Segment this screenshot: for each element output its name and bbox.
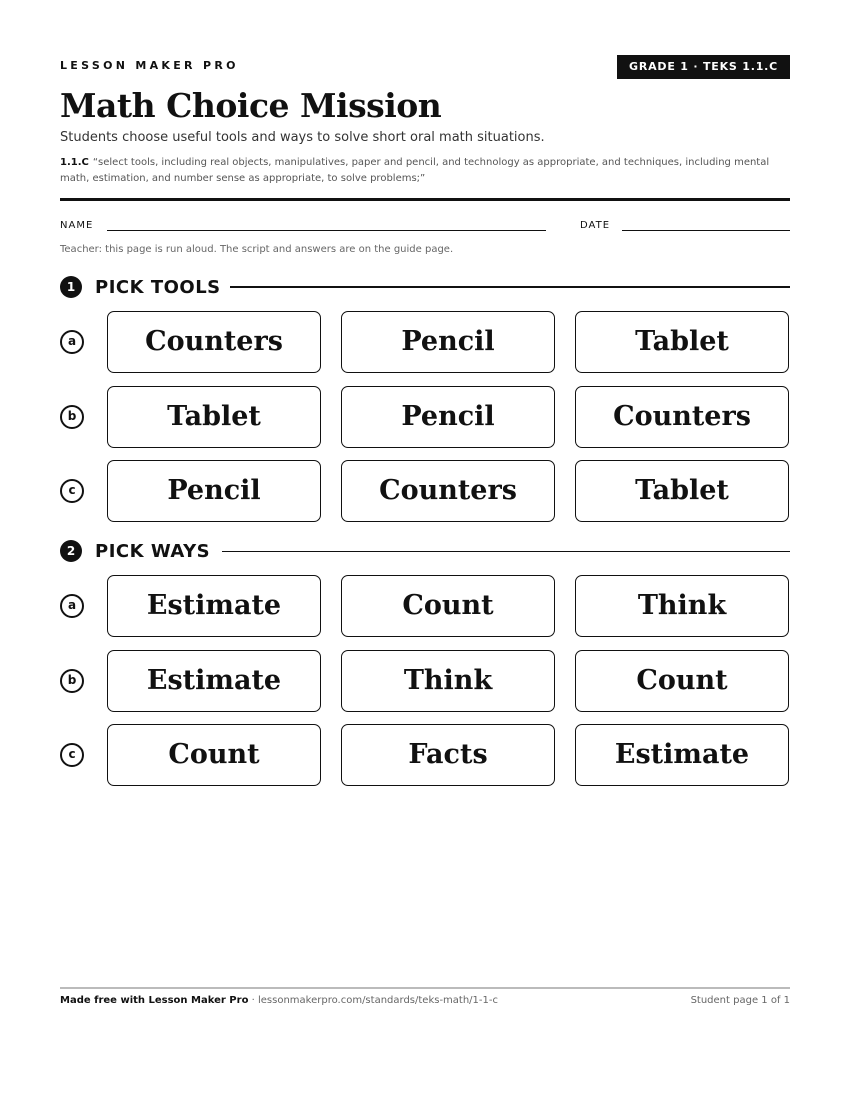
footer-made-with: Made free with Lesson Maker Pro xyxy=(60,995,249,1006)
grade-badge: GRADE 1 · TEKS 1.1.C xyxy=(617,55,790,79)
question-row xyxy=(60,460,790,522)
row-letter-badge: c xyxy=(60,479,84,503)
worksheet-page xyxy=(60,0,790,1100)
choice-card[interactable]: Estimate xyxy=(575,724,789,786)
question-row xyxy=(60,650,790,712)
choice-card[interactable]: Pencil xyxy=(341,386,555,448)
name-field[interactable] xyxy=(107,230,546,231)
choice-card[interactable]: Tablet xyxy=(575,460,789,522)
choice-card[interactable]: Counters xyxy=(107,311,321,373)
row-letter-badge: a xyxy=(60,330,84,354)
choice-card[interactable]: Counters xyxy=(341,460,555,522)
brand-name: LESSON MAKER PRO xyxy=(60,59,239,72)
choice-card[interactable]: Tablet xyxy=(575,311,789,373)
section-divider xyxy=(222,551,790,552)
row-letter-badge: b xyxy=(60,669,84,693)
standard-code: 1.1.C xyxy=(60,157,89,168)
header-divider xyxy=(60,198,790,201)
choice-card[interactable]: Counters xyxy=(575,386,789,448)
section-title: PICK WAYS xyxy=(95,541,211,562)
section-pick-tools xyxy=(60,276,790,298)
choice-card[interactable]: Count xyxy=(341,575,555,637)
choice-card[interactable]: Facts xyxy=(341,724,555,786)
footer-divider xyxy=(60,987,790,989)
section-pick-ways xyxy=(60,540,790,562)
section-number: 1 xyxy=(60,276,82,298)
page-title: Math Choice Mission xyxy=(60,86,442,125)
standard-text: “select tools, including real objects, manipulatives, paper and pencil, and technology as appropriate, and techniques, including mental math, estimation, and number sense as appropriate, to solve problems;” xyxy=(60,157,770,184)
section-title: PICK TOOLS xyxy=(95,277,221,298)
section-number: 2 xyxy=(60,540,82,562)
name-date-row xyxy=(60,220,790,234)
choice-card[interactable]: Think xyxy=(341,650,555,712)
row-letter-badge: c xyxy=(60,743,84,767)
name-label: NAME xyxy=(60,220,94,231)
choice-card[interactable]: Count xyxy=(107,724,321,786)
choice-card[interactable]: Estimate xyxy=(107,650,321,712)
date-field[interactable] xyxy=(622,230,790,231)
choice-card[interactable]: Count xyxy=(575,650,789,712)
choice-card[interactable]: Pencil xyxy=(107,460,321,522)
choice-card[interactable]: Tablet xyxy=(107,386,321,448)
date-label: DATE xyxy=(580,220,611,231)
question-row xyxy=(60,386,790,448)
row-letter-badge: a xyxy=(60,594,84,618)
standard-description xyxy=(60,155,790,187)
question-row xyxy=(60,575,790,637)
teacher-note: Teacher: this page is run aloud. The script and answers are on the guide page. xyxy=(60,244,454,255)
row-letter-badge: b xyxy=(60,405,84,429)
choice-card[interactable]: Pencil xyxy=(341,311,555,373)
footer-credit xyxy=(60,995,498,1006)
question-row xyxy=(60,724,790,786)
section-divider xyxy=(230,286,790,288)
footer-url[interactable]: · lessonmakerpro.com/standards/teks-math/1-1-c xyxy=(248,995,498,1006)
choice-card[interactable]: Think xyxy=(575,575,789,637)
footer-page-label: Student page 1 of 1 xyxy=(690,995,790,1006)
page-subtitle: Students choose useful tools and ways to solve short oral math situations. xyxy=(60,130,545,145)
question-row xyxy=(60,311,790,373)
choice-card[interactable]: Estimate xyxy=(107,575,321,637)
top-bar xyxy=(60,55,790,79)
